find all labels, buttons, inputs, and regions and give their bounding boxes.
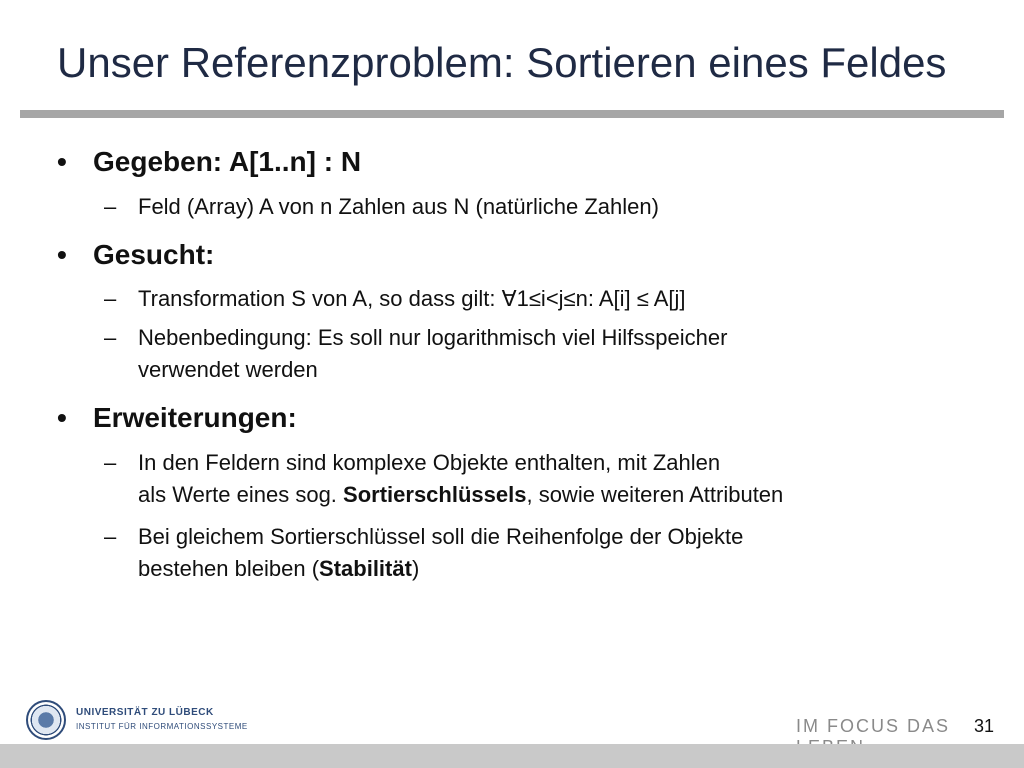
subitem-text: Feld (Array) A von n Zahlen aus N (natürliche Zahlen) [138, 194, 659, 219]
institute-name: INSTITUT FÜR INFORMATIONSSYSTEME [76, 722, 248, 731]
bullet-dot-icon: • [57, 146, 67, 177]
bullet-label: Gesucht: [93, 239, 215, 270]
subitem-feld [104, 191, 659, 223]
dash-icon: – [104, 194, 117, 219]
slide-title: Unser Referenzproblem: Sortieren eines Feldes [57, 39, 947, 86]
dash-icon: – [104, 325, 117, 350]
term-stabilitaet: Stabilität [319, 556, 412, 581]
dash-icon: – [104, 450, 117, 475]
bullet-gegeben [57, 146, 361, 178]
subitem-text: In den Feldern sind komplexe Objekte enthalten, mit Zahlen [138, 450, 721, 475]
text-segment: ) [411, 556, 420, 581]
bullet-erweiterungen [57, 402, 297, 434]
dash-icon: – [104, 524, 117, 549]
bullet-label: Gegeben: A[1..n] : N [93, 146, 362, 177]
subitem-text: Transformation S von A, so dass gilt: ∀1≤i<j≤n: A[i] ≤ A[j] [138, 286, 686, 311]
subitem-komplexe-objekte [104, 447, 783, 511]
subitem-stabilitaet [104, 521, 743, 585]
university-seal-icon [26, 700, 66, 740]
subitem-nebenbedingung [104, 322, 727, 386]
subitem-text: Bei gleichem Sortierschlüssel soll die Reihenfolge der Objekte [138, 524, 744, 549]
text-segment: , sowie weiteren Attributen [526, 482, 784, 507]
university-name: UNIVERSITÄT ZU LÜBECK [76, 707, 214, 718]
footer-bar [0, 744, 1024, 768]
dash-icon: – [104, 286, 117, 311]
term-sortierschluessel: Sortierschlüssels [343, 482, 527, 507]
subitem-text-continued [104, 479, 783, 511]
bullet-gesucht [57, 239, 214, 271]
bullet-dot-icon: • [57, 402, 67, 433]
text-segment: bestehen bleiben ( [138, 556, 320, 581]
subitem-text: Nebenbedingung: Es soll nur logarithmisch viel Hilfsspeicher [138, 325, 728, 350]
subitem-transformation [104, 283, 686, 315]
subitem-text-continued: verwendet werden [138, 357, 318, 382]
page-number: 31 [974, 716, 995, 736]
text-segment: als Werte eines sog. [138, 482, 344, 507]
footer-motto: IM FOCUS DAS [796, 716, 951, 736]
bullet-dot-icon: • [57, 239, 67, 270]
bullet-label: Erweiterungen: [93, 402, 297, 433]
subitem-text-continued [104, 553, 743, 585]
